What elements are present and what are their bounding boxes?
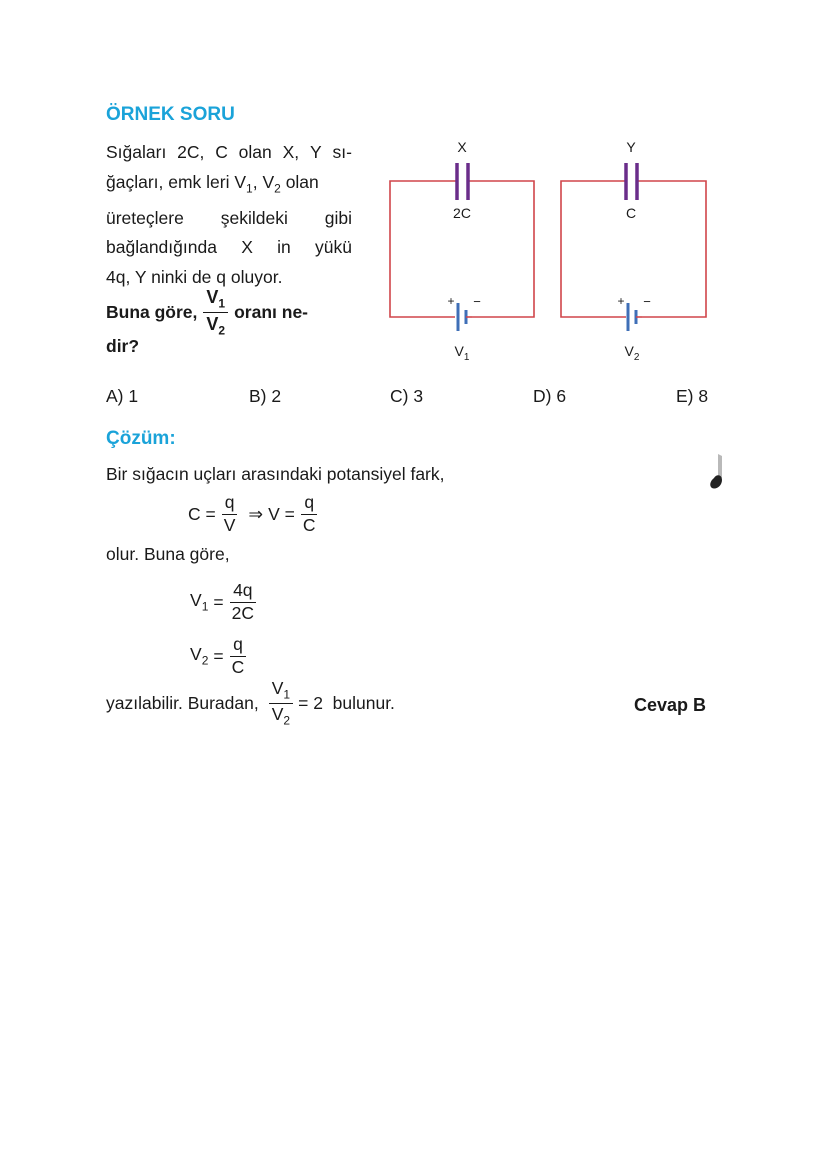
minus-sign: − <box>473 294 481 309</box>
equation-v1: $V_1$ = $\frac{4q}{2C}$ <box>190 582 257 622</box>
emf-label: $V_1$ <box>454 343 470 363</box>
emf-label: $V_2$ <box>624 343 640 363</box>
solution-after: olur. Buna göre, <box>106 544 230 564</box>
pen-icon <box>704 452 724 492</box>
word: Sığaları <box>106 142 167 162</box>
capacitor-value: C <box>625 205 637 221</box>
prompt-end: dir? <box>106 336 140 356</box>
solution-intro: Bir sığacın uçları arasındaki potansiyel fark, <box>106 464 445 484</box>
prompt-after: oranı ne- <box>234 301 309 322</box>
ratio-fraction: $\frac{V_1}{V_2}$ <box>203 288 228 336</box>
implies-arrow: ⇒ <box>248 503 264 524</box>
option-a: A) 1 <box>106 386 139 406</box>
minus-sign: − <box>643 294 651 309</box>
word: olan <box>238 142 272 162</box>
question-line-2: ğaçları, emk leri $V_1$, $V_2$ olan <box>106 171 319 195</box>
word: C <box>215 142 228 162</box>
capacitor-value: 2C <box>453 205 471 221</box>
question-text <box>106 138 352 292</box>
fraction: $\frac{q}{C}$ <box>302 492 316 535</box>
solution-conclusion: yazılabilir. Buradan, $\frac{V_1}{V_2}$ = 2 bulunur. <box>106 678 395 727</box>
wire <box>561 181 626 317</box>
equation-v2: $V_2$ = $\frac{q}{C}$ <box>190 636 247 676</box>
question-prompt <box>106 288 308 336</box>
fraction: $\frac{q}{V}$ <box>221 494 239 534</box>
option-d: D) 6 <box>533 386 567 406</box>
circuit-right <box>561 139 706 363</box>
plus-sign: + <box>447 294 455 308</box>
prompt-before: Buna göre, <box>106 301 198 322</box>
question-line-5: 4q, Y ninki de q oluyor. <box>106 266 283 287</box>
word: sı- <box>332 142 352 162</box>
question-line-1 <box>106 138 352 168</box>
question-heading: ÖRNEK SORU <box>106 104 235 125</box>
fraction: $\frac{4q}{2C}$ <box>231 580 254 623</box>
answer-label: Cevap B <box>634 695 707 715</box>
capacitor-name: X <box>457 139 467 155</box>
plus-sign: + <box>617 294 625 308</box>
circuit-left <box>390 139 534 363</box>
solution-heading: Çözüm: <box>106 428 176 449</box>
option-c: C) 3 <box>390 386 424 406</box>
word: X, <box>282 142 300 162</box>
circuits-diagram <box>380 130 720 370</box>
fraction: $\frac{q}{C}$ <box>231 634 245 677</box>
option-e: E) 8 <box>676 386 709 406</box>
fraction: $\frac{V_1}{V_2}$ <box>269 680 293 726</box>
capacitor-name: Y <box>626 139 636 155</box>
word: Y <box>309 142 322 162</box>
option-b: B) 2 <box>249 386 282 406</box>
question-line-4: bağlandığında X in yükü <box>106 237 352 257</box>
equation-capacitance: C = $\frac{q}{V}$ ⇒ V = $\frac{q}{C}$ <box>188 494 319 534</box>
question-line-3: üreteçlere şekildeki gibi <box>106 207 352 228</box>
word: 2C, <box>177 142 205 162</box>
